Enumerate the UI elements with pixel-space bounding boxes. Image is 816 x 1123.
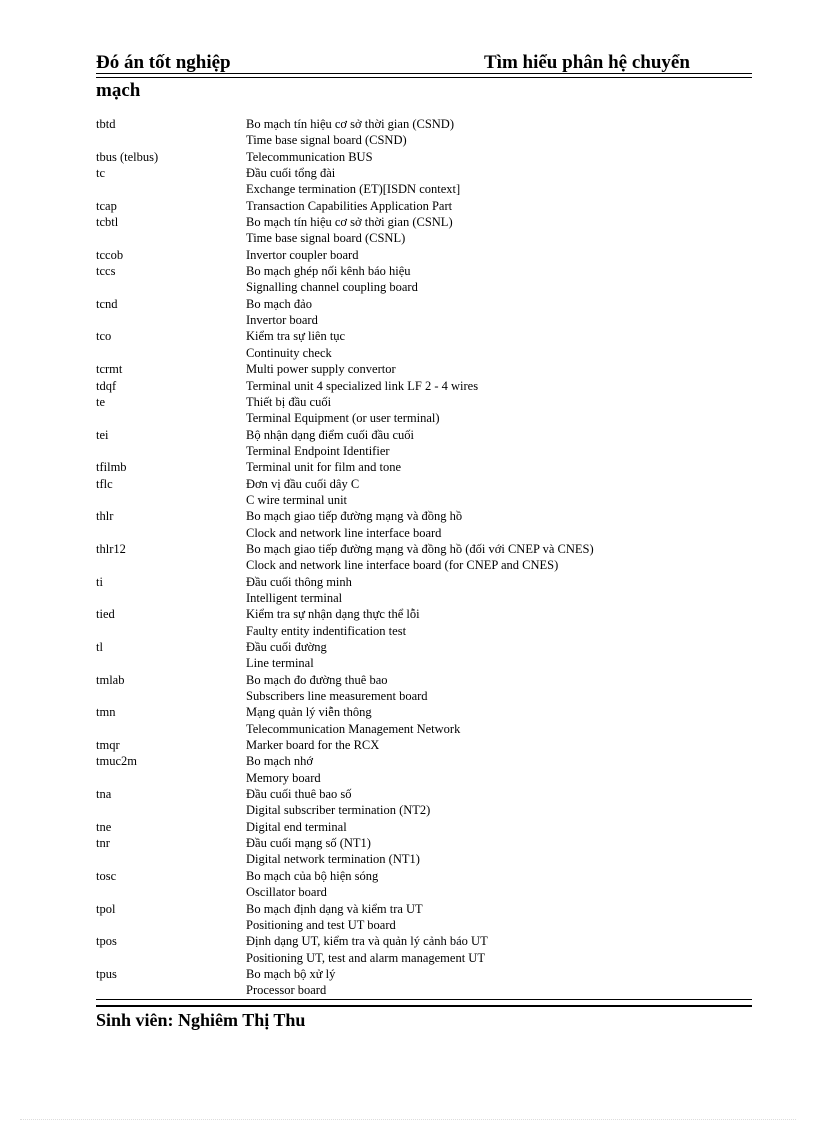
glossary-definition: Subscribers line measurement board (246, 689, 428, 704)
glossary-row (96, 312, 752, 328)
glossary-abbreviation: tccs (96, 264, 116, 279)
glossary-definition: Kiểm tra sự liên tục (246, 329, 346, 344)
glossary-definition: Kiểm tra sự nhận dạng thực thể lỗi (246, 607, 420, 622)
glossary-definition: Processor board (246, 983, 327, 998)
header-title-continuation: mạch (96, 80, 141, 101)
glossary-row (96, 688, 752, 704)
glossary-row (96, 950, 752, 966)
glossary-definition: Exchange termination (ET)[ISDN context] (246, 182, 461, 197)
glossary-abbreviation: tc (96, 166, 106, 181)
glossary-definition: Intelligent terminal (246, 590, 343, 605)
glossary-row (96, 557, 752, 573)
glossary-abbreviation: tcbtl (96, 215, 119, 230)
glossary-abbreviation: tcap (96, 198, 117, 213)
glossary-definition: Bo mạch giao tiếp đường mạng và đồng hồ (246, 509, 463, 524)
glossary-abbreviation: tied (96, 607, 115, 622)
glossary-abbreviation: tei (96, 427, 109, 442)
glossary-row (96, 378, 752, 394)
glossary-definition: Telecommunication Management Network (246, 721, 461, 736)
glossary-row (96, 623, 752, 639)
glossary-definition: Đầu cuối đường (246, 640, 327, 654)
glossary-row (96, 868, 752, 884)
glossary-definition: Telecommunication BUS (246, 149, 373, 164)
glossary-abbreviation: tdqf (96, 378, 117, 393)
glossary-abbreviation: tmuc2m (96, 754, 137, 769)
header-right-title: Tìm hiểu phân hệ chuyển (484, 52, 690, 73)
glossary-list (96, 116, 752, 999)
glossary-definition: Clock and network line interface board (for CNEP and CNES) (246, 558, 559, 573)
glossary-definition: Bo mạch đảo (246, 296, 312, 311)
glossary-definition: Invertor board (246, 313, 318, 328)
glossary-abbreviation: tmn (96, 705, 116, 720)
glossary-definition: Multi power supply convertor (246, 362, 396, 377)
glossary-definition: Bo mạch tín hiệu cơ sở thời gian (CSNL) (246, 215, 453, 230)
glossary-definition: Digital end terminal (246, 819, 347, 834)
glossary-row (96, 966, 752, 982)
glossary-definition: Terminal unit 4 specialized link LF 2 - 4 wires (246, 378, 479, 393)
glossary-definition: Transaction Capabilities Application Part (246, 198, 453, 213)
glossary-definition: Bo mạch nhớ (246, 754, 314, 769)
glossary-row (96, 361, 752, 377)
glossary-abbreviation: tosc (96, 868, 117, 883)
glossary-row (96, 345, 752, 361)
glossary-definition: Time base signal board (CSND) (246, 133, 407, 148)
glossary-row (96, 917, 752, 933)
glossary-abbreviation: thlr (96, 509, 114, 524)
glossary-row (96, 786, 752, 802)
glossary-row (96, 819, 752, 835)
glossary-definition: Mạng quản lý viễn thông (246, 705, 372, 720)
glossary-row (96, 639, 752, 655)
glossary-definition: Thiết bị đầu cuối (246, 394, 332, 409)
glossary-row (96, 230, 752, 246)
glossary-definition: Bo mạch tín hiệu cơ sở thời gian (CSND) (246, 117, 455, 131)
glossary-row (96, 590, 752, 606)
glossary-definition: Bộ nhận dạng điểm cuối đầu cuối (246, 427, 415, 442)
glossary-row (96, 704, 752, 720)
glossary-abbreviation: tflc (96, 476, 113, 491)
glossary-definition: Clock and network line interface board (246, 525, 442, 540)
glossary-row (96, 443, 752, 459)
glossary-definition: Continuity check (246, 345, 332, 360)
glossary-abbreviation: tbtd (96, 117, 116, 131)
glossary-row (96, 476, 752, 492)
glossary-row (96, 770, 752, 786)
glossary-definition: Digital subscriber termination (NT2) (246, 803, 431, 818)
glossary-abbreviation: tnr (96, 836, 110, 851)
glossary-definition: Đơn vị đầu cuối dây C (246, 476, 360, 491)
glossary-row (96, 884, 752, 900)
glossary-row (96, 116, 752, 132)
glossary-definition: Bo mạch giao tiếp đường mạng và đồng hồ (đối với CNEP và CNES) (246, 541, 594, 556)
glossary-abbreviation: tbus (telbus) (96, 149, 159, 164)
glossary-definition: Faulty entity indentification test (246, 623, 407, 638)
glossary-row (96, 655, 752, 671)
glossary-abbreviation: tmqr (96, 738, 120, 753)
glossary-definition: Định dạng UT, kiểm tra và quản lý cảnh báo UT (246, 934, 488, 949)
glossary-abbreviation: tcnd (96, 296, 118, 311)
glossary-definition: Positioning UT, test and alarm management UT (246, 950, 485, 965)
glossary-row (96, 753, 752, 769)
glossary-definition: Terminal Endpoint Identifier (246, 443, 390, 458)
glossary-definition: Time base signal board (CSNL) (246, 231, 406, 246)
glossary-row (96, 247, 752, 263)
glossary-abbreviation: tfilmb (96, 460, 127, 475)
glossary-row (96, 606, 752, 622)
glossary-abbreviation: tcrmt (96, 362, 123, 377)
glossary-row (96, 279, 752, 295)
glossary-abbreviation: tl (96, 640, 103, 654)
glossary-definition: Bo mạch của bộ hiện sóng (246, 868, 379, 883)
glossary-row (96, 165, 752, 181)
glossary-row (96, 198, 752, 214)
glossary-definition: Bo mạch bộ xử lý (246, 966, 336, 981)
glossary-row (96, 459, 752, 475)
glossary-row (96, 541, 752, 557)
glossary-row (96, 835, 752, 851)
glossary-row (96, 982, 752, 998)
glossary-row (96, 525, 752, 541)
glossary-abbreviation: tco (96, 329, 112, 344)
glossary-row (96, 410, 752, 426)
footer-student-name: Sinh viên: Nghiêm Thị Thu (96, 1010, 306, 1030)
glossary-row (96, 394, 752, 410)
glossary-row (96, 901, 752, 917)
glossary-definition: Bo mạch đo đường thuê bao (246, 672, 388, 687)
glossary-row (96, 149, 752, 165)
header-left-title: Đó án tốt nghiệp (96, 52, 231, 73)
glossary-definition: Đầu cuối tổng đài (246, 166, 336, 181)
glossary-row (96, 574, 752, 590)
glossary-definition: Đầu cuối mạng số (NT1) (246, 836, 371, 851)
glossary-definition: Positioning and test UT board (246, 917, 396, 932)
glossary-definition: Bo mạch ghép nối kênh báo hiệu (246, 264, 411, 279)
glossary-abbreviation: ti (96, 574, 103, 589)
page-bottom-dotted-edge (20, 1119, 796, 1120)
glossary-definition: Line terminal (246, 656, 314, 671)
glossary-definition: Terminal Equipment (or user terminal) (246, 411, 440, 426)
glossary-row (96, 328, 752, 344)
glossary-abbreviation: tpos (96, 934, 117, 949)
glossary-definition: Terminal unit for film and tone (246, 460, 401, 475)
glossary-definition: Đầu cuối thuê bao số (246, 787, 352, 802)
glossary-row (96, 851, 752, 867)
glossary-definition: Invertor coupler board (246, 247, 359, 262)
glossary-abbreviation: tna (96, 787, 112, 802)
glossary-row (96, 296, 752, 312)
glossary-definition: Oscillator board (246, 885, 327, 900)
glossary-row (96, 672, 752, 688)
glossary-abbreviation: te (96, 394, 106, 409)
glossary-abbreviation: tmlab (96, 672, 125, 687)
glossary-row (96, 492, 752, 508)
glossary-row (96, 721, 752, 737)
glossary-definition: Digital network termination (NT1) (246, 852, 420, 867)
glossary-definition: Bo mạch định dạng và kiểm tra UT (246, 901, 423, 916)
glossary-abbreviation: tpus (96, 966, 117, 981)
glossary-abbreviation: tne (96, 819, 112, 834)
glossary-definition: C wire terminal unit (246, 492, 348, 507)
glossary-definition: Signalling channel coupling board (246, 280, 418, 295)
glossary-row (96, 427, 752, 443)
glossary-row (96, 508, 752, 524)
glossary-definition: Marker board for the RCX (246, 738, 380, 753)
glossary-row (96, 802, 752, 818)
glossary-row (96, 933, 752, 949)
page-header (96, 52, 752, 101)
glossary-row (96, 263, 752, 279)
footer-rule (96, 999, 752, 1007)
glossary-row (96, 181, 752, 197)
glossary-definition: Đầu cuối thông minh (246, 574, 352, 589)
glossary-definition: Memory board (246, 770, 321, 785)
glossary-abbreviation: tccob (96, 247, 124, 262)
glossary-row (96, 132, 752, 148)
glossary-abbreviation: tpol (96, 901, 116, 916)
header-rule (96, 73, 752, 78)
glossary-row (96, 737, 752, 753)
glossary-row (96, 214, 752, 230)
glossary-abbreviation: thlr12 (96, 541, 126, 556)
